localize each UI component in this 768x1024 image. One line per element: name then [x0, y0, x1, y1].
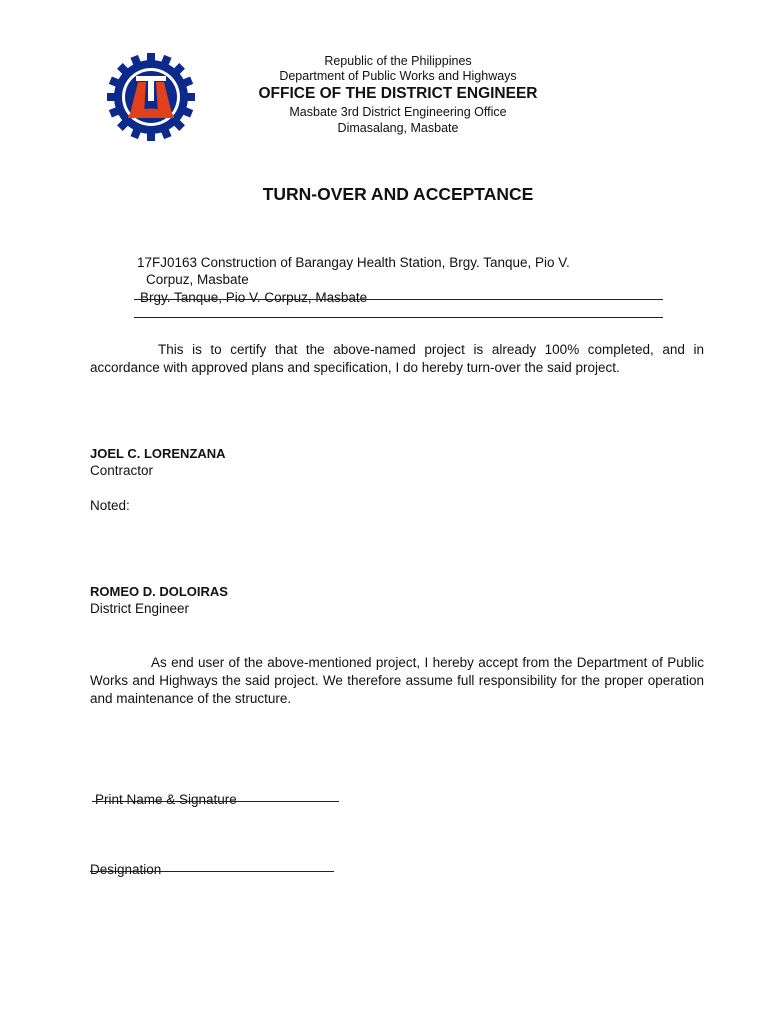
contractor-name: JOEL C. LORENZANA — [90, 446, 226, 461]
print-name-label: Print Name & Signature — [95, 792, 237, 807]
project-underline-2 — [134, 317, 663, 318]
header-office: OFFICE OF THE DISTRICT ENGINEER — [258, 85, 538, 102]
engineer-role: District Engineer — [90, 601, 190, 616]
engineer-name: ROMEO D. DOLOIRAS — [90, 584, 228, 599]
header-republic: Republic of the Philippines — [324, 54, 472, 68]
designation-label: Designation — [90, 862, 162, 877]
project-line-1: 17FJ0163 Construction of Barangay Health Station, Brgy. Tanque, Pio V. — [137, 255, 570, 270]
certification-paragraph: This is to certify that the above-named project is already 100% completed, and in accordance with approved plans and specification, I do hereby turn-over the said project. — [90, 342, 704, 375]
noted-label: Noted: — [90, 498, 130, 513]
header-location: Dimasalang, Masbate — [337, 121, 459, 135]
project-location: Brgy. Tanque, Pio V. Corpuz, Masbate — [140, 290, 368, 305]
print-name-line — [92, 801, 339, 802]
project-line-2: Corpuz, Masbate — [146, 272, 249, 287]
project-underline-1 — [134, 299, 663, 300]
contractor-role: Contractor — [90, 463, 154, 478]
header-engineering-office: Masbate 3rd District Engineering Office — [289, 105, 507, 119]
acceptance-paragraph: As end user of the above-mentioned project, I hereby accept from the Department of Public Works and Highways the said project. We therefore assume full responsibility for the proper operation and maintenance of the structure. — [90, 655, 704, 706]
header-department: Department of Public Works and Highways — [279, 69, 517, 83]
document-title: TURN-OVER AND ACCEPTANCE — [262, 184, 534, 204]
designation-line — [90, 871, 334, 872]
